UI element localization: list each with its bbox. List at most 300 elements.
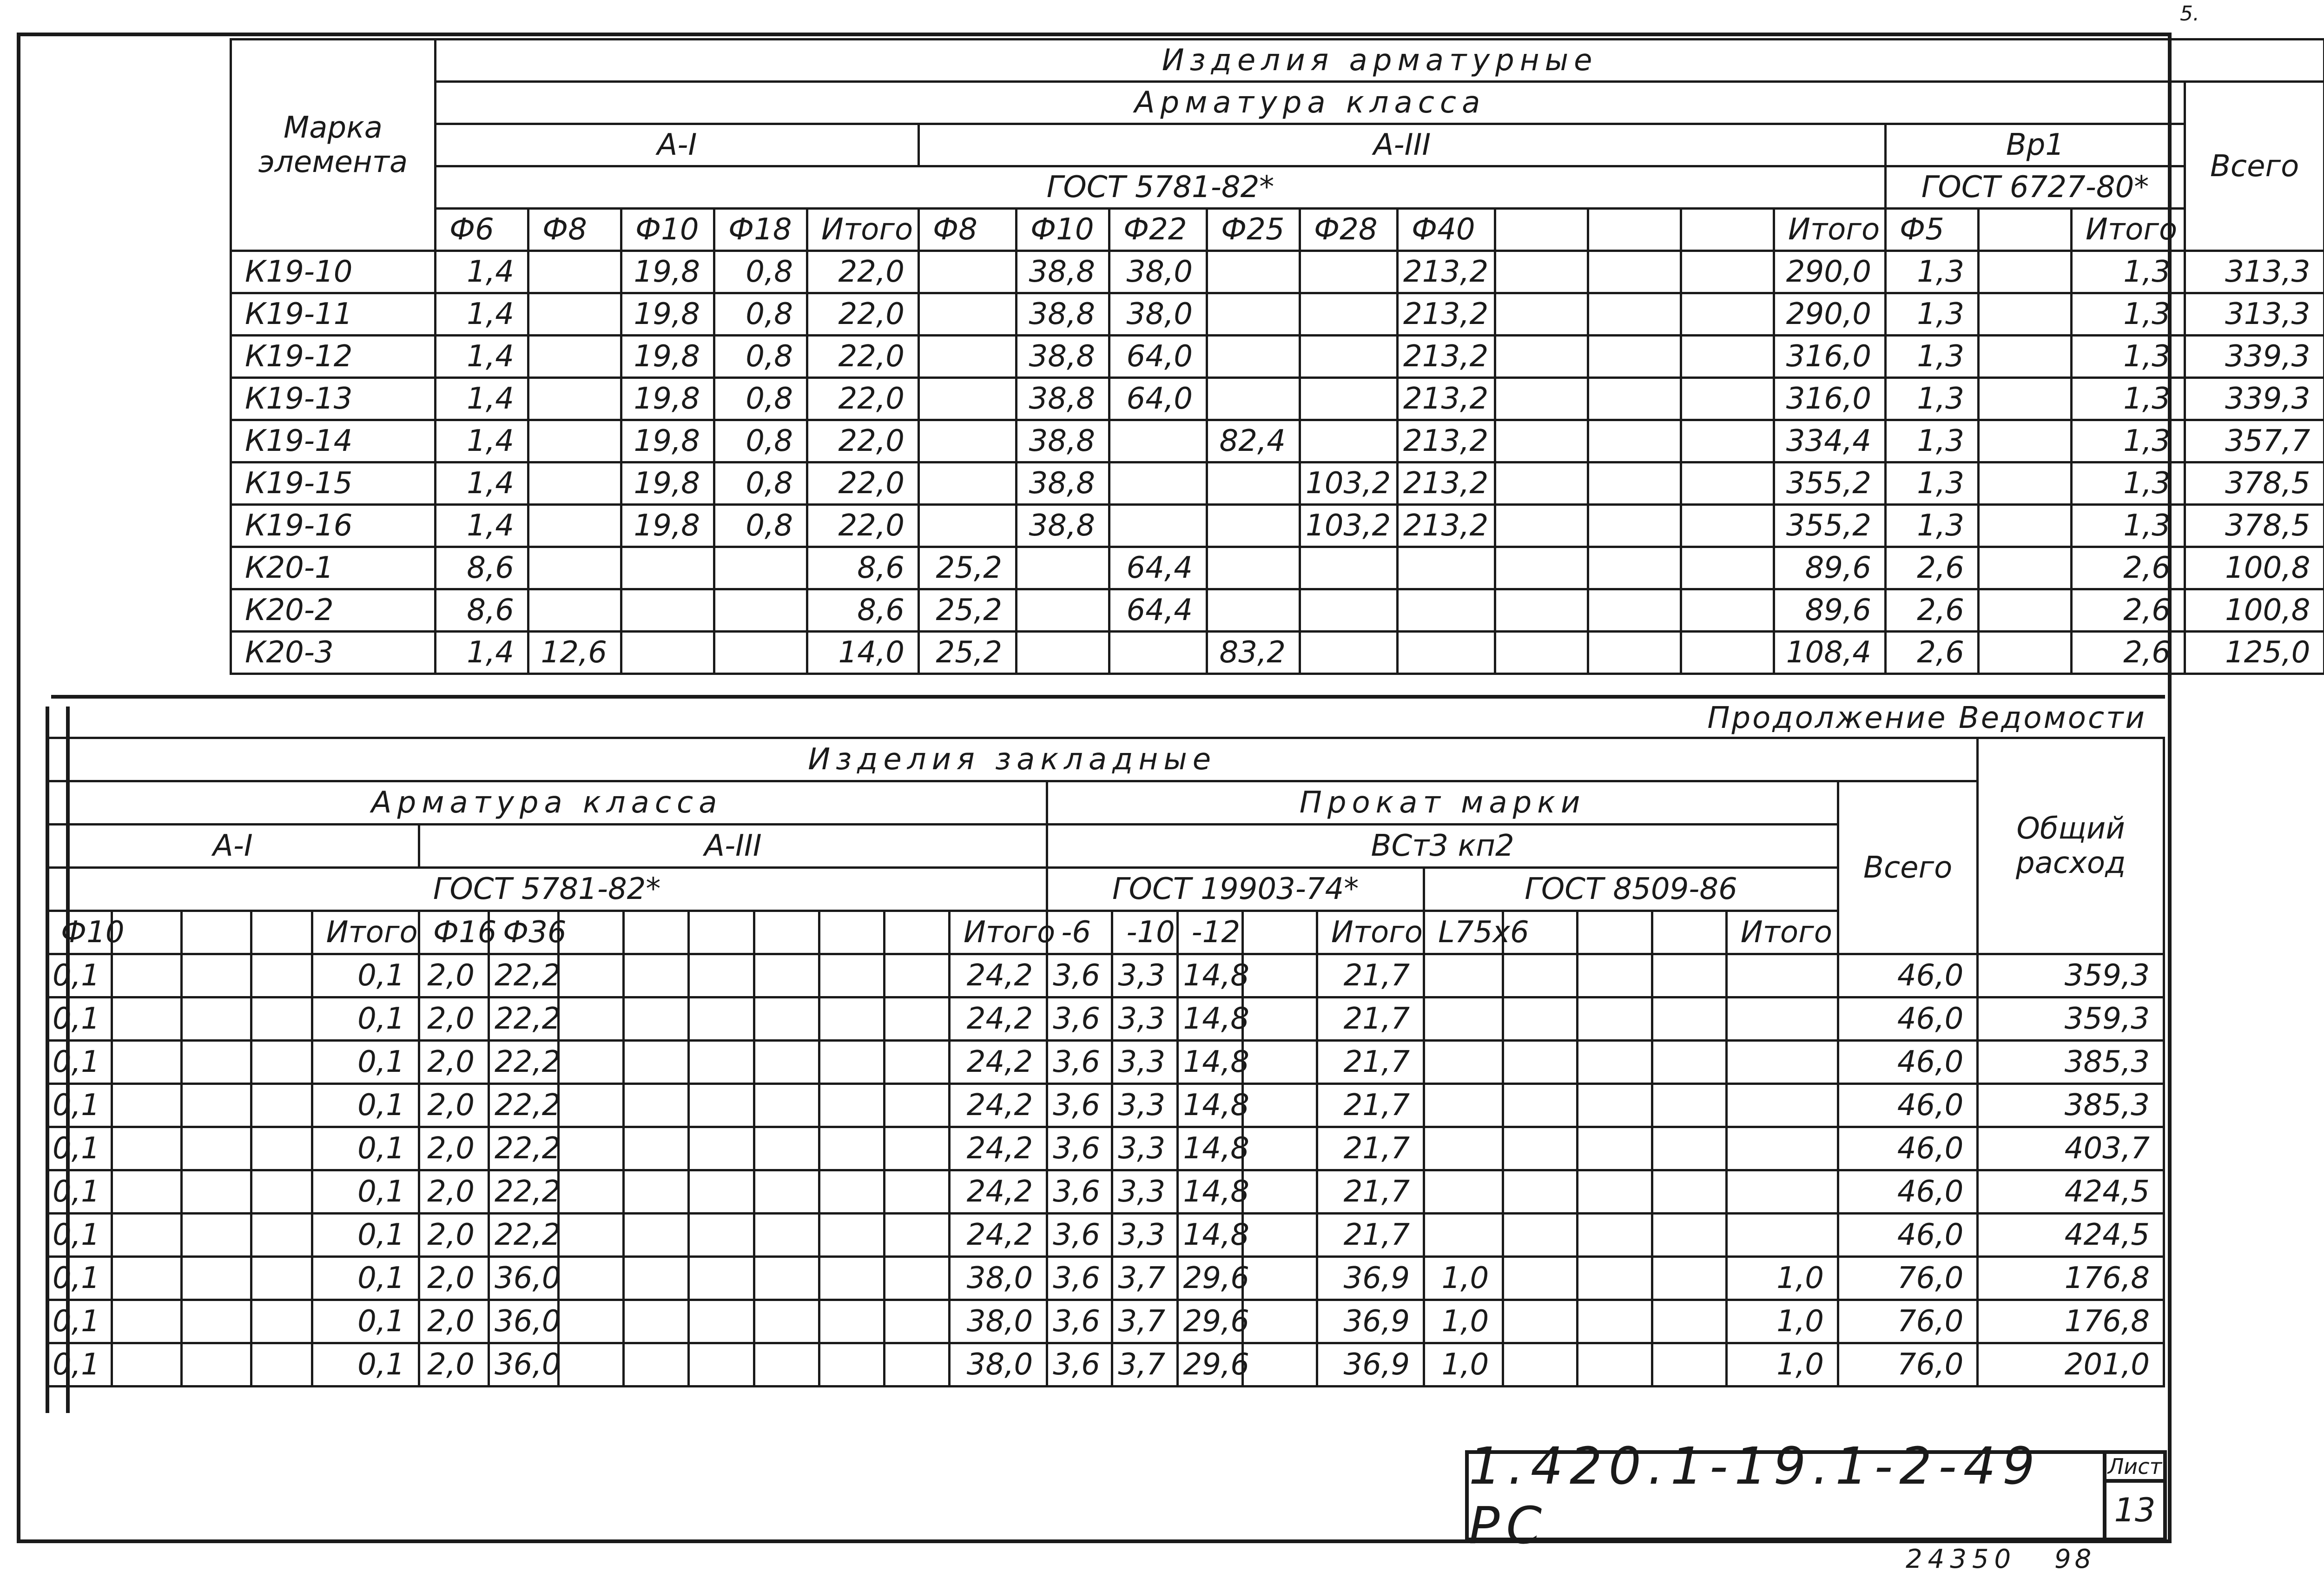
table-cell: [1503, 1127, 1578, 1170]
table-cell: [251, 1300, 312, 1343]
table-cell: 64,4: [1109, 589, 1207, 632]
table-cell: 19,8: [621, 336, 714, 378]
table-cell: [1503, 1257, 1578, 1300]
top-col-header: Ф8: [528, 209, 621, 251]
table-cell: 24,2: [950, 1041, 1047, 1084]
table-cell: [1681, 547, 1774, 589]
table-cell: [689, 954, 754, 997]
table-cell: [754, 1214, 819, 1257]
table-row: [47, 1343, 2164, 1387]
table-cell: [754, 1084, 819, 1127]
table-cell: [1503, 1214, 1578, 1257]
table-cell: 38,8: [1017, 505, 1109, 547]
table-cell: 2,0: [419, 1343, 489, 1387]
element-mark: К19-14: [231, 420, 436, 462]
table-cell: [528, 547, 621, 589]
table-cell: 2,6: [1886, 589, 1979, 632]
table-cell: 22,0: [807, 462, 919, 505]
table-cell: [1588, 547, 1681, 589]
table-cell: [1017, 547, 1109, 589]
table-cell: [624, 1084, 689, 1127]
bottom-col-header: -12: [1177, 911, 1242, 954]
row-total: 46,0: [1838, 954, 1978, 997]
table-cell: [884, 1127, 949, 1170]
table-cell: 2,0: [419, 1084, 489, 1127]
table-cell: [251, 954, 312, 997]
table-row: [231, 505, 2324, 547]
table-cell: [1979, 589, 2072, 632]
table-cell: 1,0: [1424, 1300, 1503, 1343]
table-cell: 2,0: [419, 1127, 489, 1170]
table-cell: [1578, 997, 1652, 1041]
table-cell: [1681, 336, 1774, 378]
sheet-label: Лист: [2103, 1450, 2167, 1483]
table-cell: [1495, 462, 1588, 505]
table-cell: [1242, 1257, 1317, 1300]
table-cell: [754, 997, 819, 1041]
table-cell: 1,3: [2072, 462, 2185, 505]
table-cell: 14,8: [1177, 1084, 1242, 1127]
row-total: 46,0: [1838, 1041, 1978, 1084]
table-cell: [251, 1343, 312, 1387]
table-cell: [251, 1214, 312, 1257]
table-cell: 2,0: [419, 1257, 489, 1300]
bottom-class-a3: А-III: [419, 825, 1047, 868]
table-cell: [112, 1170, 182, 1214]
table-row: [231, 336, 2324, 378]
footer-code: 24350: [1906, 1544, 2017, 1574]
row-total: 313,3: [2185, 293, 2324, 336]
row-total: 378,5: [2185, 505, 2324, 547]
table-cell: [1578, 954, 1652, 997]
table-cell: [182, 997, 251, 1041]
table-cell: 19,8: [621, 505, 714, 547]
row-grand-total: 385,3: [1978, 1084, 2164, 1127]
table-cell: 0,1: [312, 1214, 419, 1257]
row-total: 339,3: [2185, 336, 2324, 378]
top-col-header: Ф8: [919, 209, 1017, 251]
table-cell: [112, 1084, 182, 1127]
table-cell: 25,2: [919, 547, 1017, 589]
table-cell: 0,1: [47, 954, 112, 997]
table-cell: [689, 1300, 754, 1343]
table-cell: [1207, 251, 1300, 293]
table-cell: 22,0: [807, 251, 919, 293]
top-col-header: Ф6: [436, 209, 528, 251]
row-grand-total: 176,8: [1978, 1257, 2164, 1300]
table-cell: [689, 1041, 754, 1084]
table-cell: 1,3: [2072, 505, 2185, 547]
table-cell: [1652, 1257, 1726, 1300]
table-cell: 22,0: [807, 336, 919, 378]
table-cell: 3,3: [1112, 954, 1177, 997]
table-cell: [1979, 547, 2072, 589]
table-cell: 3,3: [1112, 1214, 1177, 1257]
table-cell: [689, 1127, 754, 1170]
table-cell: [624, 1257, 689, 1300]
table-cell: 3,6: [1047, 1343, 1112, 1387]
table-cell: [1300, 420, 1398, 462]
gost-a: ГОСТ 5781-82*: [436, 166, 1886, 209]
top-col-header: Ф40: [1398, 209, 1495, 251]
table-cell: 21,7: [1317, 1127, 1424, 1170]
table-cell: [251, 997, 312, 1041]
table-cell: [112, 1041, 182, 1084]
table-cell: 3,6: [1047, 1084, 1112, 1127]
table-cell: [1578, 1214, 1652, 1257]
table-cell: [621, 589, 714, 632]
table-cell: 38,8: [1017, 336, 1109, 378]
table-cell: [1495, 547, 1588, 589]
table-cell: 1,4: [436, 420, 528, 462]
table-cell: 38,8: [1017, 378, 1109, 420]
table-cell: 2,6: [2072, 589, 2185, 632]
table-cell: 0,1: [312, 1300, 419, 1343]
bottom-total-header: Всего: [1838, 781, 1978, 954]
table-cell: [1424, 1041, 1503, 1084]
table-cell: [1495, 589, 1588, 632]
table-cell: 0,1: [47, 1084, 112, 1127]
table-cell: 1,0: [1726, 1300, 1838, 1343]
bottom-gost-p2: ГОСТ 8509-86: [1424, 868, 1838, 911]
table-cell: 1,3: [1886, 378, 1979, 420]
table-cell: [1242, 1343, 1317, 1387]
table-cell: 19,8: [621, 378, 714, 420]
table-cell: [182, 1257, 251, 1300]
table-cell: [1495, 251, 1588, 293]
table-cell: [1495, 420, 1588, 462]
table-cell: 36,9: [1317, 1343, 1424, 1387]
table-row: [231, 251, 2324, 293]
table-cell: 2,6: [1886, 632, 1979, 674]
table-cell: 38,0: [950, 1300, 1047, 1343]
table-cell: [1652, 1300, 1726, 1343]
table-cell: 0,8: [714, 293, 807, 336]
table-cell: 22,2: [489, 1127, 559, 1170]
table-cell: [1979, 251, 2072, 293]
bottom-col-header: [182, 911, 251, 954]
table-cell: [182, 1041, 251, 1084]
table-row: [47, 1170, 2164, 1214]
table-cell: [559, 1084, 624, 1127]
table-cell: 22,0: [807, 293, 919, 336]
table-cell: 2,6: [2072, 632, 2185, 674]
table-cell: 24,2: [950, 1170, 1047, 1214]
table-cell: [919, 462, 1017, 505]
table-cell: [754, 1300, 819, 1343]
bottom-col-header: Итого: [950, 911, 1047, 954]
table-cell: 3,6: [1047, 954, 1112, 997]
table-cell: 21,7: [1317, 1170, 1424, 1214]
bottom-col-header: [1578, 911, 1652, 954]
table-cell: [884, 1041, 949, 1084]
table-cell: [1726, 1170, 1838, 1214]
table-cell: 21,7: [1317, 1084, 1424, 1127]
table-cell: [1300, 547, 1398, 589]
bottom-col-header: Итого: [1726, 911, 1838, 954]
table-cell: 0,1: [312, 997, 419, 1041]
bottom-col-header: Ф16: [419, 911, 489, 954]
row-total: 125,0: [2185, 632, 2324, 674]
table-cell: 89,6: [1774, 589, 1886, 632]
table-cell: [1588, 336, 1681, 378]
table-cell: [528, 462, 621, 505]
table-cell: 1,4: [436, 632, 528, 674]
table-cell: 316,0: [1774, 336, 1886, 378]
table-cell: [528, 293, 621, 336]
table-cell: [1726, 997, 1838, 1041]
top-col-header: [1495, 209, 1588, 251]
table-cell: 14,0: [807, 632, 919, 674]
table-cell: 355,2: [1774, 505, 1886, 547]
table-cell: 12,6: [528, 632, 621, 674]
table-cell: 2,0: [419, 997, 489, 1041]
table-cell: 3,3: [1112, 997, 1177, 1041]
table-cell: 3,6: [1047, 1214, 1112, 1257]
table-cell: 19,8: [621, 462, 714, 505]
table-cell: 21,7: [1317, 954, 1424, 997]
bottom-col-header: [884, 911, 949, 954]
sheet-number: 13: [2103, 1479, 2167, 1541]
table-cell: [1726, 1084, 1838, 1127]
table-cell: [1242, 1170, 1317, 1214]
bottom-col-header: [559, 911, 624, 954]
row-total: 46,0: [1838, 1084, 1978, 1127]
table-cell: 0,8: [714, 336, 807, 378]
table-cell: 22,0: [807, 420, 919, 462]
table-cell: [1503, 954, 1578, 997]
table-row: [231, 293, 2324, 336]
row-total: 313,3: [2185, 251, 2324, 293]
table-cell: [624, 997, 689, 1041]
table-cell: 3,6: [1047, 1041, 1112, 1084]
steel-grade: ВСт3 кп2: [1047, 825, 1838, 868]
table-cell: [1652, 1127, 1726, 1170]
top-col-header: [1588, 209, 1681, 251]
table-cell: [182, 1170, 251, 1214]
table-cell: [1652, 954, 1726, 997]
table-cell: 213,2: [1398, 462, 1495, 505]
table-cell: [884, 1257, 949, 1300]
table-cell: 0,1: [312, 1127, 419, 1170]
table-cell: 103,2: [1300, 462, 1398, 505]
table-cell: [1242, 1300, 1317, 1343]
table-cell: 2,6: [2072, 547, 2185, 589]
table-cell: [182, 1300, 251, 1343]
element-mark: К19-13: [231, 378, 436, 420]
table-cell: [1207, 378, 1300, 420]
table-cell: 36,9: [1317, 1257, 1424, 1300]
table-cell: [112, 1214, 182, 1257]
table-cell: 213,2: [1398, 420, 1495, 462]
table-cell: 19,8: [621, 293, 714, 336]
table-cell: [1017, 632, 1109, 674]
element-mark: К20-3: [231, 632, 436, 674]
bottom-title: Изделия закладные: [47, 738, 1978, 781]
table-cell: [559, 1343, 624, 1387]
table-cell: [919, 293, 1017, 336]
table-cell: [1588, 632, 1681, 674]
row-total: 46,0: [1838, 1127, 1978, 1170]
top-col-header: Ф28: [1300, 209, 1398, 251]
table-cell: [1300, 251, 1398, 293]
table-cell: [1652, 1343, 1726, 1387]
table-cell: [884, 997, 949, 1041]
top-col-header: Итого: [1774, 209, 1886, 251]
table-cell: [689, 1170, 754, 1214]
table-cell: 24,2: [950, 997, 1047, 1041]
table-row: [47, 1127, 2164, 1170]
table-cell: [1979, 420, 2072, 462]
table-cell: [819, 1343, 884, 1387]
table-cell: [1495, 293, 1588, 336]
table-cell: 0,1: [47, 1214, 112, 1257]
table-row: [47, 1300, 2164, 1343]
table-cell: [1207, 462, 1300, 505]
table-cell: 0,1: [47, 1257, 112, 1300]
table-cell: 1,0: [1424, 1257, 1503, 1300]
table-cell: [1242, 1084, 1317, 1127]
element-mark: К19-10: [231, 251, 436, 293]
table-cell: [1681, 293, 1774, 336]
table-cell: [1588, 505, 1681, 547]
row-total: 339,3: [2185, 378, 2324, 420]
table-cell: 2,0: [419, 1214, 489, 1257]
table-cell: 38,8: [1017, 462, 1109, 505]
table-cell: 8,6: [807, 547, 919, 589]
bottom-gost-a: ГОСТ 5781-82*: [47, 868, 1047, 911]
table-cell: 1,4: [436, 378, 528, 420]
table-cell: 2,6: [1886, 547, 1979, 589]
table-cell: [1726, 1127, 1838, 1170]
table-cell: [112, 1257, 182, 1300]
table-cell: [1578, 1343, 1652, 1387]
grand-total-header: Общий расход: [1978, 738, 2164, 954]
table-row: [47, 1257, 2164, 1300]
table-row: [47, 954, 2164, 997]
title-block: [1465, 1436, 2167, 1555]
table-cell: 3,3: [1112, 1041, 1177, 1084]
row-grand-total: 424,5: [1978, 1214, 2164, 1257]
table-cell: [1424, 954, 1503, 997]
table-cell: [1207, 589, 1300, 632]
table-cell: [1495, 632, 1588, 674]
bottom-class-a1: А-I: [47, 825, 419, 868]
table-cell: 1,3: [2072, 251, 2185, 293]
bottom-col-header: [819, 911, 884, 954]
table-cell: [1588, 378, 1681, 420]
table-cell: [182, 1127, 251, 1170]
table-cell: [819, 1127, 884, 1170]
table-cell: [919, 251, 1017, 293]
table-cell: 19,8: [621, 251, 714, 293]
table-cell: 0,1: [47, 997, 112, 1041]
table-cell: 355,2: [1774, 462, 1886, 505]
table-cell: [1242, 1041, 1317, 1084]
table-cell: 3,6: [1047, 1127, 1112, 1170]
table-cell: 24,2: [950, 1127, 1047, 1170]
table-cell: 1,4: [436, 251, 528, 293]
table-cell: [1979, 632, 2072, 674]
table-cell: 25,2: [919, 589, 1017, 632]
table-cell: [1503, 1343, 1578, 1387]
table-cell: [559, 1041, 624, 1084]
table-cell: [689, 997, 754, 1041]
table-cell: 14,8: [1177, 1127, 1242, 1170]
table-cell: [1979, 462, 2072, 505]
table-cell: 2,0: [419, 1170, 489, 1214]
table-cell: 14,8: [1177, 1170, 1242, 1214]
table-cell: 1,0: [1726, 1257, 1838, 1300]
table-cell: [884, 1300, 949, 1343]
table-cell: [112, 1127, 182, 1170]
table-cell: [528, 420, 621, 462]
table-cell: 3,6: [1047, 997, 1112, 1041]
table-cell: 0,1: [312, 1041, 419, 1084]
row-total: 46,0: [1838, 1214, 1978, 1257]
table-cell: 64,0: [1109, 378, 1207, 420]
table-cell: 64,0: [1109, 336, 1207, 378]
table-cell: [1424, 1127, 1503, 1170]
table-cell: [624, 1300, 689, 1343]
table-cell: [1503, 1300, 1578, 1343]
table-cell: [528, 251, 621, 293]
table-row: [231, 378, 2324, 420]
element-mark: К19-11: [231, 293, 436, 336]
table-cell: [1588, 293, 1681, 336]
table-cell: [819, 954, 884, 997]
table-cell: [1578, 1127, 1652, 1170]
table-cell: 1,4: [436, 505, 528, 547]
table-cell: 21,7: [1317, 1214, 1424, 1257]
table-cell: 22,0: [807, 378, 919, 420]
table-cell: [1503, 1170, 1578, 1214]
row-total: 357,7: [2185, 420, 2324, 462]
table-cell: 0,1: [47, 1300, 112, 1343]
table-cell: [919, 378, 1017, 420]
footer-extra: 98: [2054, 1544, 2095, 1574]
table-cell: [1979, 336, 2072, 378]
armature-table: [230, 38, 2324, 675]
table-cell: [1109, 462, 1207, 505]
table-cell: [1681, 378, 1774, 420]
mark-header: Марка элемента: [231, 40, 436, 251]
table-cell: 64,4: [1109, 547, 1207, 589]
table-cell: 2,0: [419, 1300, 489, 1343]
element-mark: К20-2: [231, 589, 436, 632]
table-cell: 1,3: [1886, 293, 1979, 336]
bottom-col-header: L75x6: [1424, 911, 1503, 954]
table-cell: [251, 1170, 312, 1214]
bottom-col-header: [1652, 911, 1726, 954]
table-cell: 22,2: [489, 1214, 559, 1257]
table-cell: [1398, 632, 1495, 674]
table-cell: [919, 336, 1017, 378]
table-cell: [251, 1041, 312, 1084]
table-cell: [1242, 997, 1317, 1041]
table-cell: 1,3: [1886, 336, 1979, 378]
bottom-col-header: Итого: [312, 911, 419, 954]
table-cell: [1207, 505, 1300, 547]
top-title: Изделия арматурные: [436, 40, 2324, 82]
top-col-header: Ф10: [621, 209, 714, 251]
table-cell: [1726, 954, 1838, 997]
table-cell: 1,3: [2072, 378, 2185, 420]
table-cell: 38,0: [950, 1343, 1047, 1387]
table-cell: [112, 1343, 182, 1387]
element-mark: К19-16: [231, 505, 436, 547]
table-cell: [689, 1084, 754, 1127]
